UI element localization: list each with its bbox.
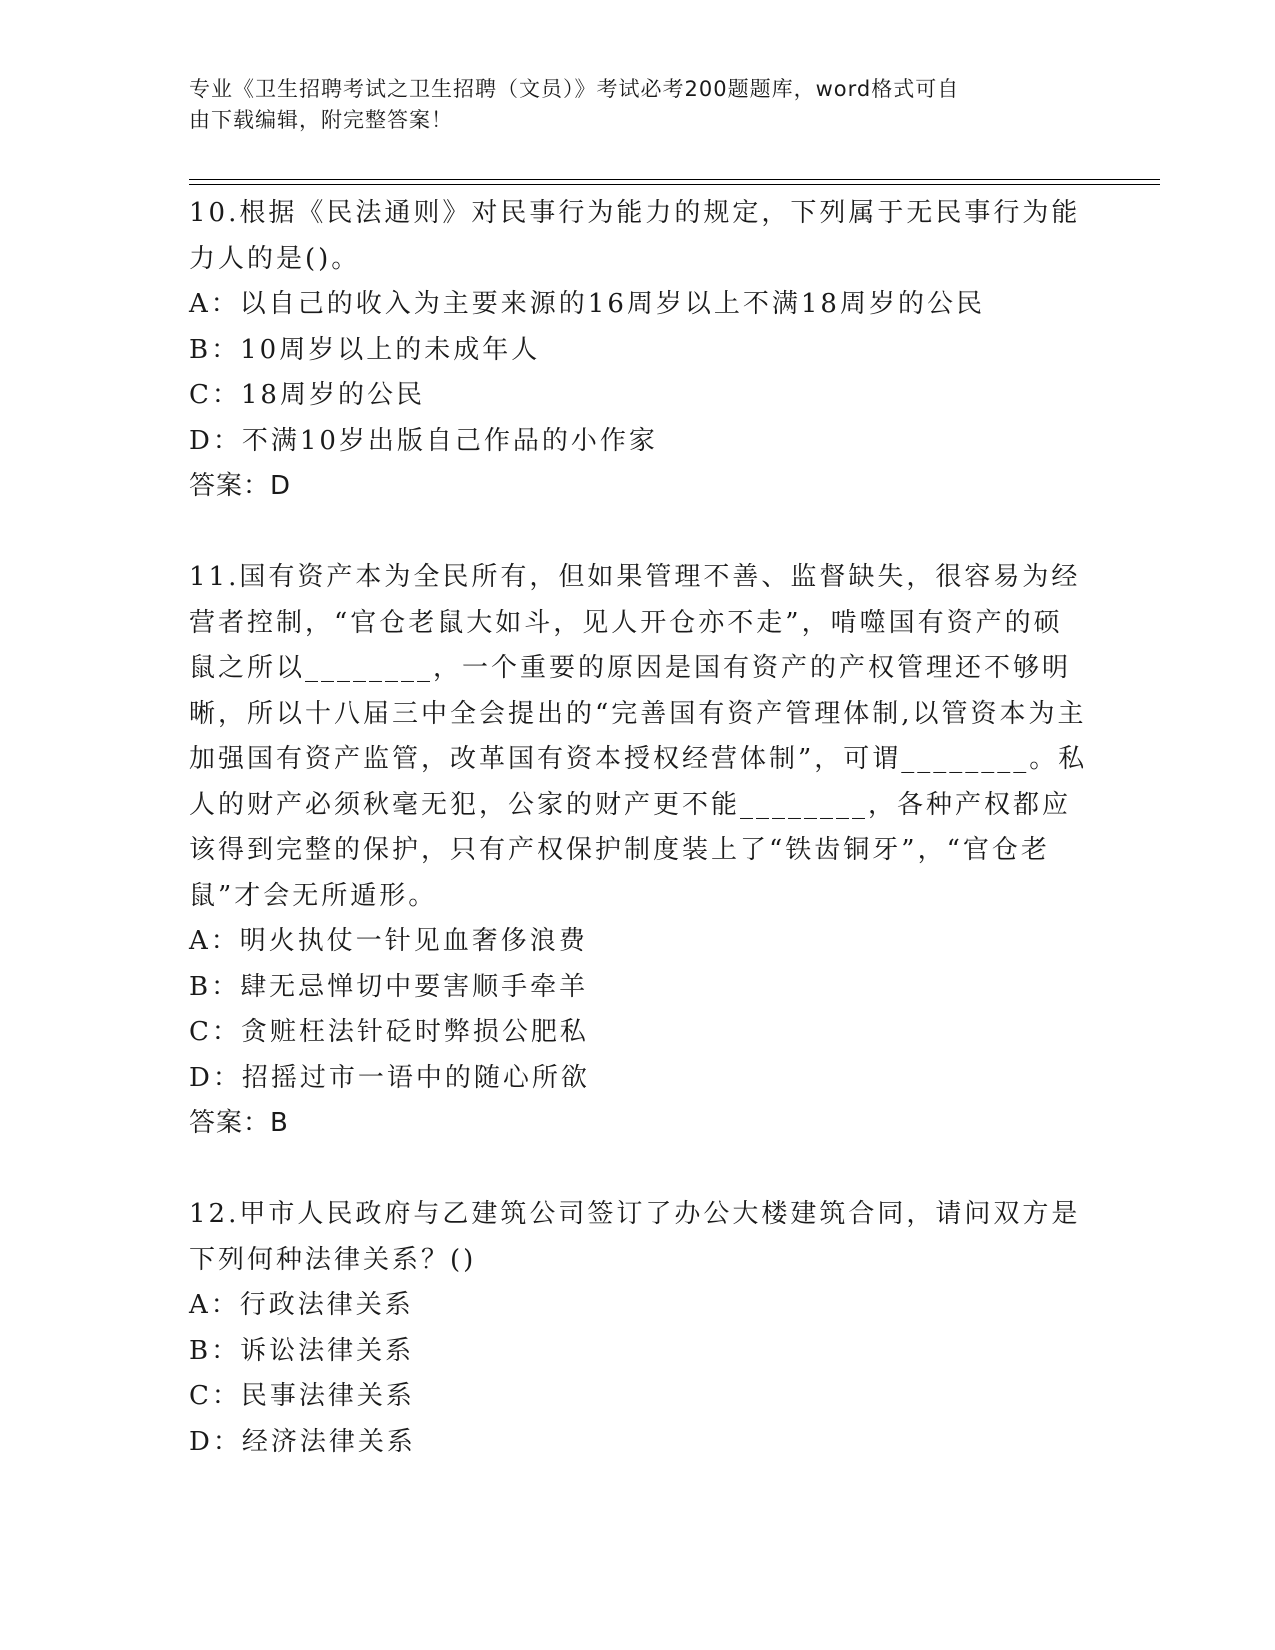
option-a: A：明火执仗一针见血奢侈浪费: [189, 926, 588, 956]
question-spacer: [189, 510, 1089, 556]
answer-line: 答案：B: [189, 1108, 289, 1138]
question-10: [189, 191, 1089, 510]
question-11: [189, 555, 1089, 1147]
question-stem: 12.甲市人民政府与乙建筑公司签订了办公大楼建筑合同，请问双方是下列何种法律关系？(): [189, 1199, 1081, 1275]
header-divider-bottom: [189, 184, 1160, 185]
option-b: B：肆无忌惮切中要害顺手牵羊: [189, 971, 589, 1002]
option-a: A：以自己的收入为主要来源的16周岁以上不满18周岁的公民: [189, 289, 985, 319]
option-a: A：行政法律关系: [189, 1290, 414, 1320]
header-divider-top: [189, 179, 1160, 180]
option-c: C：18周岁的公民: [189, 380, 425, 410]
question-stem: 11.国有资产本为全民所有，但如果管理不善、监督缺失，很容易为经营者控制，“官仓老鼠大如斗，见人开仓亦不走”，啃噬国有资产的硕鼠之所以________，一个重要的原因是国有资产的产权管理还不够明晰，所以十八届三中全会提出的“完善国有资产管理体制,以管资本为主加强国有资产监管，改革国有资本授权经营体制”，可谓________。私人的财产必须秋毫无犯，公家的财产更不能________，各种产权都应该得到完整的保护，只有产权保护制度装上了“铁齿铜牙”，“官仓老鼠”才会无所遁形。: [189, 562, 1088, 911]
option-b: B：诉讼法律关系: [189, 1335, 415, 1366]
header-line-1: 专业《卫生招聘考试之卫生招聘（文员）》考试必考200题题库，word格式可自: [189, 77, 960, 101]
option-d: D：招摇过市一语中的随心所欲: [189, 1062, 590, 1093]
option-b: B：10周岁以上的未成年人: [189, 334, 541, 365]
question-list: [189, 191, 1089, 1465]
header-line-2: 由下载编辑，附完整答案！: [189, 108, 453, 132]
option-d: D：经济法律关系: [189, 1426, 416, 1457]
question-stem: 10.根据《民法通则》对民事行为能力的规定，下列属于无民事行为能力人的是()。: [189, 198, 1081, 274]
answer-line: 答案：D: [189, 471, 292, 501]
option-c: C：民事法律关系: [189, 1381, 415, 1411]
question-spacer: [189, 1147, 1089, 1193]
option-d: D：不满10岁出版自己作品的小作家: [189, 425, 658, 456]
question-12: [189, 1192, 1089, 1465]
document-header: [189, 74, 1089, 136]
option-c: C：贪赃枉法针砭时弊损公肥私: [189, 1017, 589, 1047]
